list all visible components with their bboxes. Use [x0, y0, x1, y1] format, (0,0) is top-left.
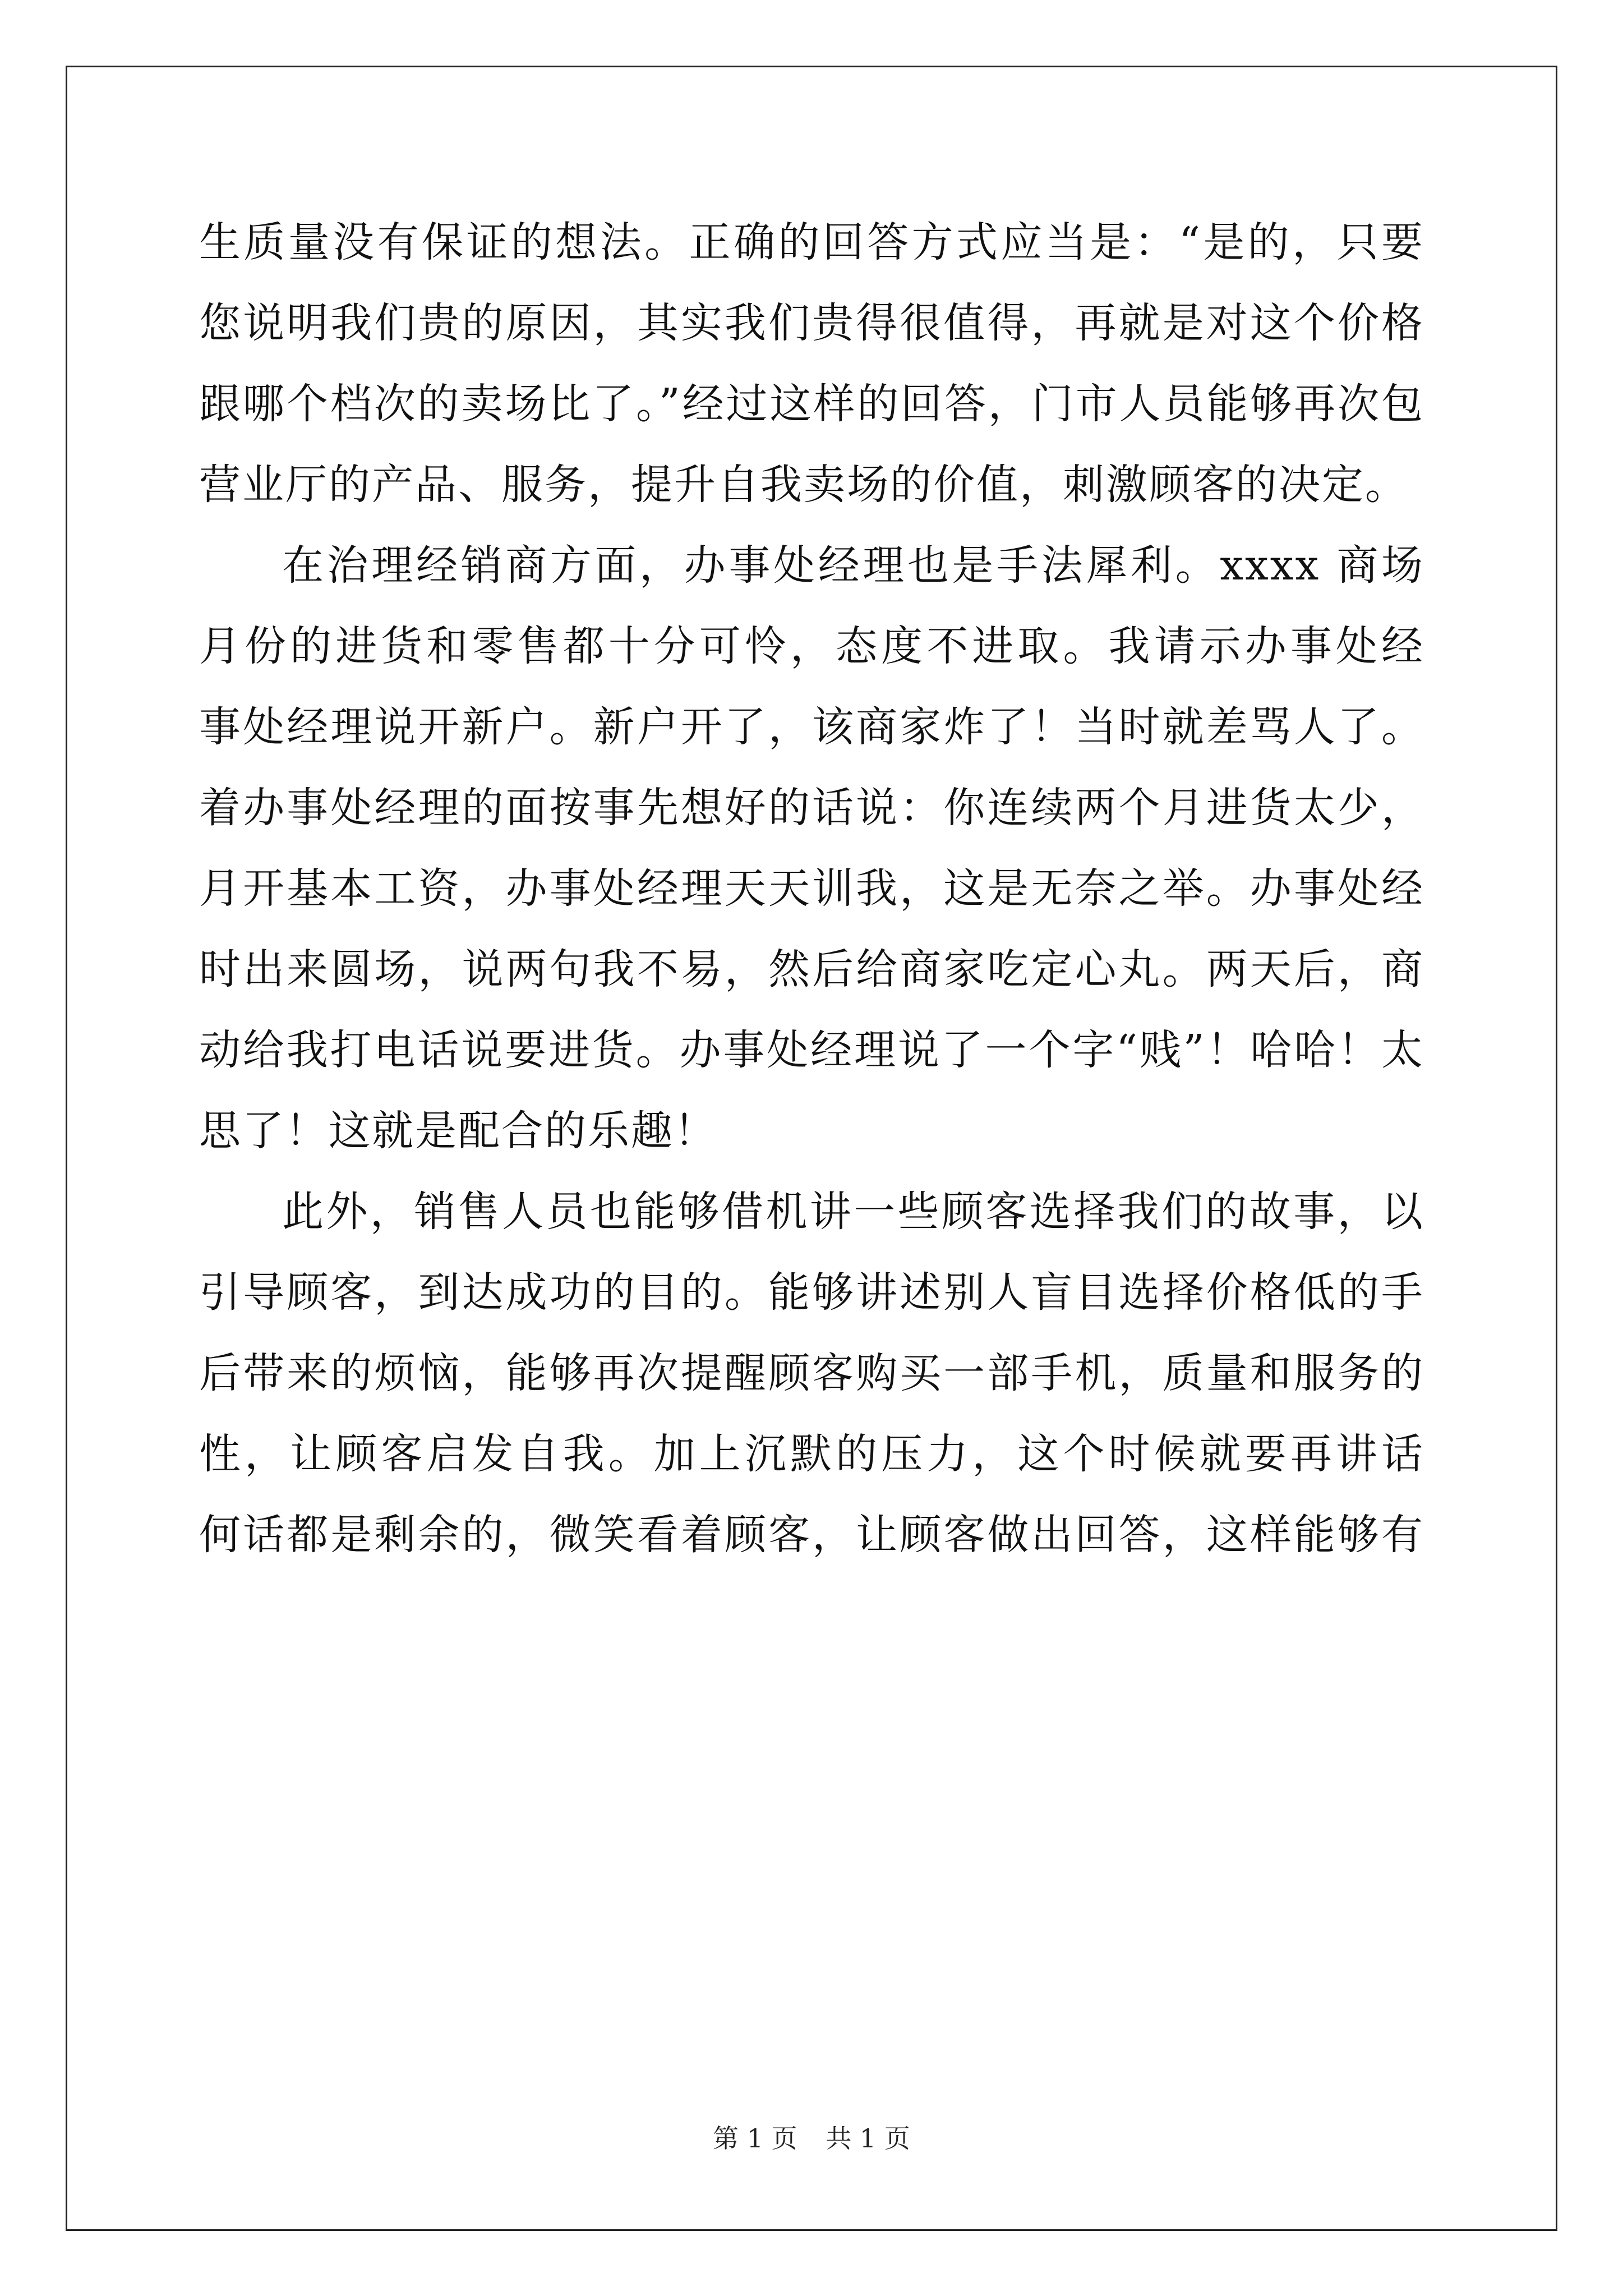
text-line: 引导顾客，到达成功的目的。能够讲述别人盲目选择价格低的手	[199, 1268, 1424, 1317]
text-line: 您说明我们贵的原因，其实我们贵得很值得，再就是对这个价格	[199, 299, 1424, 347]
text-line: 事处经理说开新户。新户开了，该商家炸了！当时就差骂人了。	[199, 703, 1424, 751]
page-number: 第 1 页	[713, 2123, 797, 2154]
text-line: 何话都是剩余的，微笑看着顾客，让顾客做出回答，这样能够有	[199, 1511, 1424, 1559]
page-total: 共 1 页	[826, 2123, 910, 2154]
text-line: 着办事处经理的面按事先想好的话说：你连续两个月进货太少，	[199, 784, 1424, 832]
document-body	[199, 202, 1424, 1575]
text-line: 后带来的烦恼，能够再次提醒顾客购买一部手机，质量和服务的	[199, 1349, 1424, 1397]
text-line: 思了！这就是配合的乐趣！	[199, 1107, 717, 1155]
text-line: 动给我打电话说要进货。办事处经理说了一个字“贱”！哈哈！太	[199, 1026, 1424, 1074]
text-line: 营业厅的产品、服务，提升自我卖场的价值，刺激顾客的决定。	[199, 461, 1408, 509]
text-line: 月份的进货和零售都十分可怜，态度不进取。我请示办事处经	[199, 622, 1424, 670]
text-line: 性，让顾客启发自我。加上沉默的压力，这个时候就要再讲话	[199, 1430, 1424, 1478]
text-line: 跟哪个档次的卖场比了。”经过这样的回答，门市人员能够再次包	[199, 380, 1424, 428]
page-footer	[0, 2122, 1623, 2155]
text-line: 生质量没有保证的想法。正确的回答方式应当是：“是的，只要	[199, 218, 1424, 266]
text-line: 时出来圆场，说两句我不易，然后给商家吃定心丸。两天后，商	[199, 945, 1424, 993]
text-line: 月开基本工资，办事处经理天天训我，这是无奈之举。办事处经	[199, 864, 1424, 913]
text-line: 此外，销售人员也能够借机讲一些顾客选择我们的故事，以	[282, 1188, 1424, 1236]
text-line: 在治理经销商方面，办事处经理也是手法犀利。xxxx 商场	[282, 541, 1424, 590]
